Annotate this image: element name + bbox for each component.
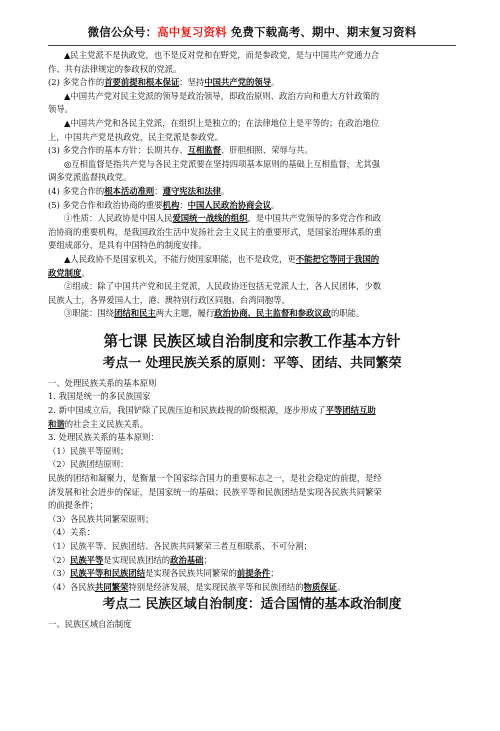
document-page bbox=[0, 24, 500, 731]
key-term: 不能把它等同于我国的 bbox=[295, 253, 380, 264]
paragraph-line: （1）民族平等原则； bbox=[48, 445, 129, 456]
paragraph-line: ③职能：围绕团结和民主两大主题，履行政治协商、民主监督和参政议政的职能。 bbox=[64, 308, 365, 319]
key-term: 平等团结互助 bbox=[325, 405, 376, 416]
key-term: 前提条件 bbox=[236, 568, 271, 579]
paragraph-line: 2. 新中国成立后，我国铲除了民族压迫和民族歧视的阶级根源，逐步形成了平等团结互助 bbox=[48, 405, 376, 416]
paragraph-line: ①性质：人民政协是中国人民爱国统一战线的组织，是中国共产党领导的多党合作和政 bbox=[64, 213, 382, 224]
paragraph-line: 领导。 bbox=[48, 104, 74, 115]
key-term: 政治基础 bbox=[170, 554, 204, 565]
paragraph-line: (3) 多党合作的基本方针：长期共存、互相监督、肝胆相照、荣辱与共。 bbox=[48, 145, 313, 156]
paragraph-line: 1. 我国是统一的多民族国家 bbox=[48, 391, 151, 402]
paragraph-line: ②组成：除了中国共产党和民主党派，人民政协还包括无党派人士，各人民团体，少数 bbox=[64, 281, 382, 292]
paragraph-line: 一、处理民族关系的基本原则 bbox=[48, 377, 157, 388]
key-term: 政治协商、民主监督和参政议政 bbox=[214, 308, 331, 319]
paragraph-line: 政党制度。 bbox=[48, 267, 90, 278]
paragraph-line: 上，中国共产党是执政党，民主党派是参政党。 bbox=[48, 131, 224, 142]
paragraph-line: 济发展和社会进步的保证，是国家统一的基础；民族平等和民族团结是实现各民族共同繁荣 bbox=[48, 486, 382, 497]
key-term: 物质保证 bbox=[303, 581, 337, 592]
paragraph-line: 民族的团结和凝聚力，是衡量一个国家综合国力的重要标志之一，是社会稳定的前提，是经 bbox=[48, 473, 382, 484]
key-term: 根本活动准则 bbox=[104, 185, 155, 196]
key-term: 中国共产党的领导 bbox=[204, 77, 272, 88]
paragraph-line: 3. 处理民族关系的基本原则： bbox=[48, 432, 159, 443]
paragraph-line: （1）民族平等、民族团结、各民族共同繁荣三者互相联系、不可分割； bbox=[48, 541, 312, 551]
banner-highlight: 高中复习资料 bbox=[157, 25, 227, 39]
paragraph-line: (4) 多党合作的根本活动准则：遵守宪法和法律。 bbox=[48, 185, 230, 196]
banner-prefix: 微信公众号： bbox=[87, 25, 158, 39]
paragraph-line: （3）民族平等和民族团结是实现各民族共同繁荣的前提条件； bbox=[48, 568, 279, 579]
paragraph-line: ▲中国共产党和各民主党派，在组织上是独立的；在法律地位上是平等的；在政治地位 bbox=[64, 117, 380, 128]
section-title: 考点二 民族区域自治制度：适合国情的基本政治制度 bbox=[102, 597, 402, 613]
paragraph-line: （3）各民族共同繁荣原则； bbox=[48, 513, 154, 524]
key-term: 团结和民主 bbox=[114, 308, 156, 319]
paragraph-line: 民族人士，各界爱国人士，港、澳特别行政区同胞、台湾同胞等。 bbox=[48, 294, 290, 305]
paragraph-line: （2）民族团结原则： bbox=[48, 459, 129, 470]
key-term: 中国人民政治协商会议 bbox=[187, 199, 272, 210]
banner-suffix: 免费下载高考、期中、期末复习资料 bbox=[226, 25, 417, 39]
key-term: 民族平等和民族团结 bbox=[70, 568, 146, 579]
paragraph-line: ▲中国共产党对民主党派的领导是政治领导，即政治原则、政治方向和重大方针政策的 bbox=[64, 90, 380, 101]
paragraph-line: ▲民主党派不是执政党，也不是反对党和在野党，而是参政党，是与中国共产党通力合 bbox=[64, 50, 380, 60]
paragraph-line: 的前提条件； bbox=[48, 500, 99, 511]
key-term: 共同繁荣 bbox=[95, 581, 129, 592]
paragraph-line: 要组成部分，是具有中国特色的制度安排。 bbox=[48, 240, 207, 251]
key-term: 机构 bbox=[162, 199, 180, 210]
paragraph-line: 和谐的社会主义民族关系。 bbox=[48, 418, 149, 429]
document-body bbox=[48, 49, 456, 632]
key-term: 爱国统一战线的组织 bbox=[172, 213, 248, 224]
paragraph-line: ▲人民政协不是国家机关，不能行使国家职能，也不是政党，更不能把它等同于我国的 bbox=[64, 253, 380, 264]
paragraph-line: （4）关系： bbox=[48, 527, 96, 538]
paragraph-line: ◎互相监督是指共产党与各民主党派要在坚持四项基本原则的基础上互相监督，尤其强 bbox=[64, 158, 380, 169]
key-term: 政党制度 bbox=[48, 267, 82, 278]
paragraph-line: (2) 多党合作的首要前提和根本保证：坚持中国共产党的领导。 bbox=[48, 77, 280, 88]
paragraph-line: 调多党派监督执政党。 bbox=[48, 172, 132, 183]
paragraph-line: 治协商的重要机构，是我国政治生活中发扬社会主义民主的重要形式，是国家治理体系的重 bbox=[48, 226, 382, 237]
paragraph-line: 一、民族区域自治制度 bbox=[48, 619, 132, 630]
key-term: 和谐 bbox=[48, 418, 65, 429]
key-term: 互相监督 bbox=[187, 145, 222, 156]
key-term: 民族平等 bbox=[70, 554, 104, 565]
paragraph-line: （4）各民族共同繁荣特别是经济发展，是实现民族平等和民族团结的物质保证。 bbox=[48, 581, 346, 592]
key-term: 首要前提和根本保证 bbox=[104, 77, 180, 88]
section-title: 考点一 处理民族关系的原则：平等、团结、共同繁荣 bbox=[102, 355, 402, 371]
paragraph-line: （2）民族平等是实现民族团结的政治基础； bbox=[48, 554, 212, 565]
header-banner bbox=[48, 24, 456, 46]
chapter-title: 第七课 民族区域自治制度和宗教工作基本方针 bbox=[103, 332, 401, 350]
paragraph-line: (5) 多党合作和政治协商的重要机构：中国人民政治协商会议。 bbox=[48, 199, 280, 210]
paragraph-line: 作、共有法律规定的参政权的党派。 bbox=[48, 63, 182, 74]
key-term: 遵守宪法和法律 bbox=[162, 185, 222, 196]
